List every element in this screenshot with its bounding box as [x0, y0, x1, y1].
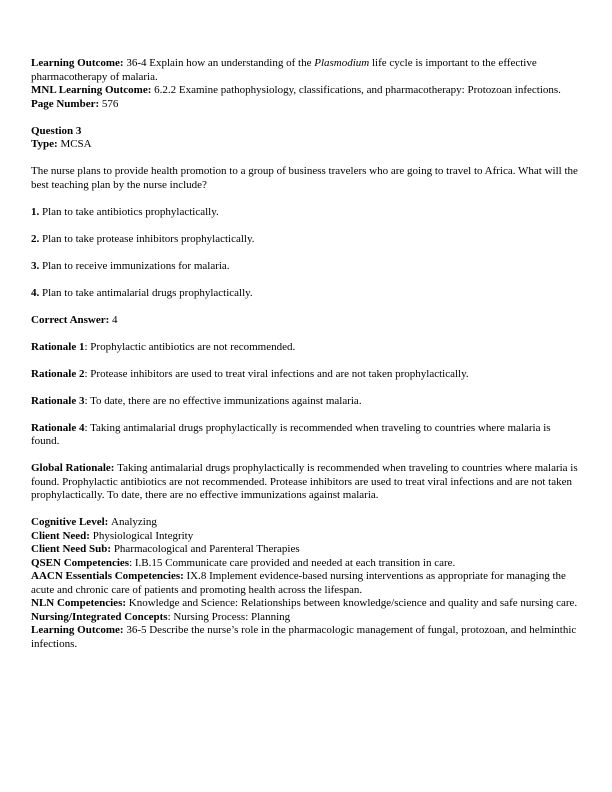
learning-outcome-36-4-text: Plasmodium	[314, 57, 370, 69]
nln-competencies-text: NLN Competencies:	[31, 597, 129, 609]
nursing-integrated-concepts	[31, 611, 581, 625]
answer-option-4-text: Plan to take antimalarial drugs prophylactically.	[39, 286, 253, 299]
document-content	[31, 57, 581, 651]
rationale-2-text: Rationale 2	[31, 367, 85, 380]
global-rationale-text: Global Rationale:	[31, 462, 118, 474]
answer-option-4-text: 4.	[31, 286, 40, 299]
aacn-essentials-competencies-text: IX.8 Implement evidence-based nursing interventions as appropriate for managing the acute and chronic care of patients and promoting health across the lifespan.	[31, 570, 566, 596]
question-stem	[31, 165, 581, 192]
learning-outcome-36-5	[31, 624, 581, 651]
qsen-competencies-text: QSEN Competencies	[31, 556, 130, 569]
question-stem-text: The nurse plans to provide health promotion to a group of business travelers who are going to travel to Africa. What will the best teaching plan by the nurse include?	[31, 165, 578, 191]
learning-outcome-36-4-text: life cycle is important to the effective pharmacotherapy of malaria.	[31, 57, 537, 83]
question-heading-text: Question 3	[31, 124, 82, 137]
rationale-3-text: : To date, there are no effective immunizations against malaria.	[84, 394, 362, 407]
global-rationale	[31, 462, 581, 503]
aacn-essentials-competencies	[31, 570, 581, 597]
page-number-text: 576	[101, 97, 119, 110]
answer-option-2-text: Plan to take protease inhibitors prophylactically.	[39, 232, 255, 245]
client-need-sub	[31, 543, 581, 557]
rationale-3-text: Rationale 3	[31, 394, 85, 407]
client-need-text: Physiological Integrity	[92, 529, 194, 542]
rationale-4-text: Rationale 4	[31, 421, 85, 434]
answer-option-1-text: 1.	[31, 205, 40, 218]
nln-competencies	[31, 597, 581, 611]
question-type	[31, 138, 581, 152]
rationale-4-text: : Taking antimalarial drugs prophylactically is recommended when traveling to countries where malaria is found.	[31, 421, 551, 447]
nln-competencies-text: Knowledge and Science: Relationships between knowledge/science and quality and safe nursing care.	[128, 597, 578, 609]
nursing-integrated-concepts-text: : Nursing Process: Planning	[167, 610, 291, 623]
client-need-text: Client Need:	[31, 529, 93, 542]
learning-outcome-36-5-text: Learning Outcome:	[31, 624, 127, 636]
learning-outcome-36-4-text: 36-4 Explain how an understanding of the	[126, 57, 315, 69]
page-number	[31, 98, 581, 112]
answer-option-1	[31, 206, 581, 220]
question-type-text: MCSA	[60, 138, 92, 150]
rationale-1-text: : Prophylactic antibiotics are not recommended.	[84, 340, 296, 353]
answer-option-2-text: 2.	[31, 232, 40, 245]
cognitive-level-text: Cognitive Level:	[31, 516, 112, 528]
rationale-2-text: : Protease inhibitors are used to treat viral infections and are not taken prophylactically.	[84, 367, 469, 380]
learning-outcome-36-4-text: Learning Outcome:	[31, 57, 127, 69]
answer-option-1-text: Plan to take antibiotics prophylactically.	[39, 205, 219, 218]
cognitive-level-text: Analyzing	[111, 516, 157, 528]
cognitive-level	[31, 516, 581, 530]
answer-option-3	[31, 260, 581, 274]
rationale-2	[31, 368, 581, 382]
mnl-learning-outcome-text: 6.2.2 Examine pathophysiology, classifications, and pharmacotherapy: Protozoan infections.	[154, 84, 561, 96]
aacn-essentials-competencies-text: AACN Essentials Competencies:	[31, 570, 187, 582]
question-type-text: Type:	[31, 138, 61, 150]
mnl-learning-outcome	[31, 84, 581, 98]
rationale-1	[31, 341, 581, 355]
rationale-1-text: Rationale 1	[31, 340, 85, 353]
rationale-3	[31, 395, 581, 409]
learning-outcome-36-4	[31, 57, 581, 84]
answer-option-3-text: Plan to receive immunizations for malaria.	[39, 259, 230, 272]
nursing-integrated-concepts-text: Nursing/Integrated Concepts	[31, 610, 168, 623]
answer-option-4	[31, 287, 581, 301]
mnl-learning-outcome-text: MNL Learning Outcome:	[31, 84, 155, 96]
client-need-sub-text: Client Need Sub:	[31, 543, 114, 555]
client-need-sub-text: Pharmacological and Parenteral Therapies	[113, 543, 300, 555]
correct-answer-text: Correct Answer:	[31, 313, 113, 326]
rationale-4	[31, 422, 581, 449]
correct-answer-text: 4	[112, 313, 118, 326]
learning-outcome-36-5-text: 36-5 Describe the nurse’s role in the pharmacologic management of fungal, protozoan, and helminthic infections.	[31, 624, 577, 650]
answer-option-3-text: 3.	[31, 259, 40, 272]
question-heading	[31, 125, 581, 139]
qsen-competencies-text: : I.B.15 Communicate care provided and needed at each transition in care.	[129, 556, 456, 569]
correct-answer	[31, 314, 581, 328]
global-rationale-text: Taking antimalarial drugs prophylactically is recommended when traveling to countries where malaria is found. Prophylactic antibiotics are not recommended. Protease inhibitors are used to treat viral infections and are not taken prophylactically. To date, there are no effective immunizations against malaria.	[31, 462, 578, 501]
answer-option-2	[31, 233, 581, 247]
page-number-text: Page Number:	[31, 97, 102, 110]
qsen-competencies	[31, 557, 581, 571]
client-need	[31, 530, 581, 544]
